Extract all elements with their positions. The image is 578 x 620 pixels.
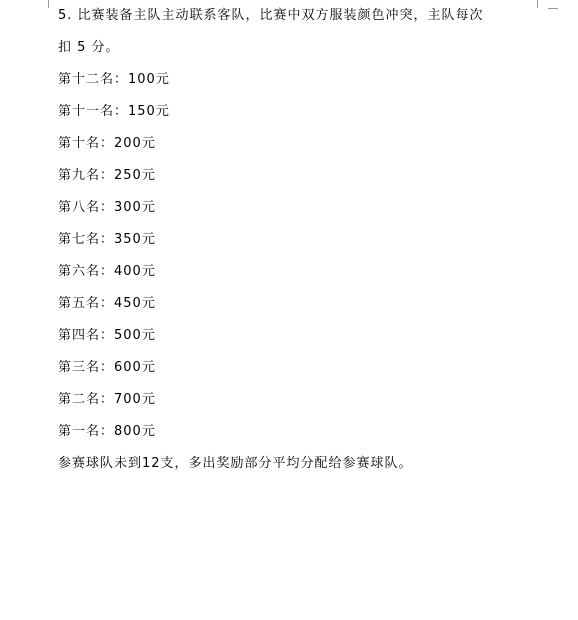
- closing-note: 参赛球队未到12支，多出奖励部分平均分配给参赛球队。: [58, 456, 413, 471]
- prize-item-10: 第十名：200元: [58, 136, 156, 151]
- prize-item-2: 第二名：700元: [58, 392, 156, 407]
- prize-item-1: 第一名：800元: [58, 424, 156, 439]
- prize-item-9: 第九名：250元: [58, 168, 156, 183]
- rule-paragraph-line-1: 5. 比赛装备主队主动联系客队，比赛中双方服装颜色冲突，主队每次: [58, 8, 484, 23]
- prize-item-6: 第六名：400元: [58, 264, 156, 279]
- prize-item-11: 第十一名：150元: [58, 104, 170, 119]
- prize-item-12: 第十二名：100元: [58, 72, 170, 87]
- page-corner-mark-right-horizontal: [548, 8, 558, 9]
- prize-item-5: 第五名：450元: [58, 296, 156, 311]
- prize-item-7: 第七名：350元: [58, 232, 156, 247]
- document-body: [58, 4, 538, 484]
- prize-item-3: 第三名：600元: [58, 360, 156, 375]
- page-corner-mark-left: [38, 0, 49, 8]
- prize-item-4: 第四名：500元: [58, 328, 156, 343]
- page-corner-mark-right: [537, 0, 548, 8]
- rule-paragraph-line-2: 扣 5 分。: [58, 40, 120, 55]
- prize-list: [58, 68, 538, 452]
- prize-item-8: 第八名：300元: [58, 200, 156, 215]
